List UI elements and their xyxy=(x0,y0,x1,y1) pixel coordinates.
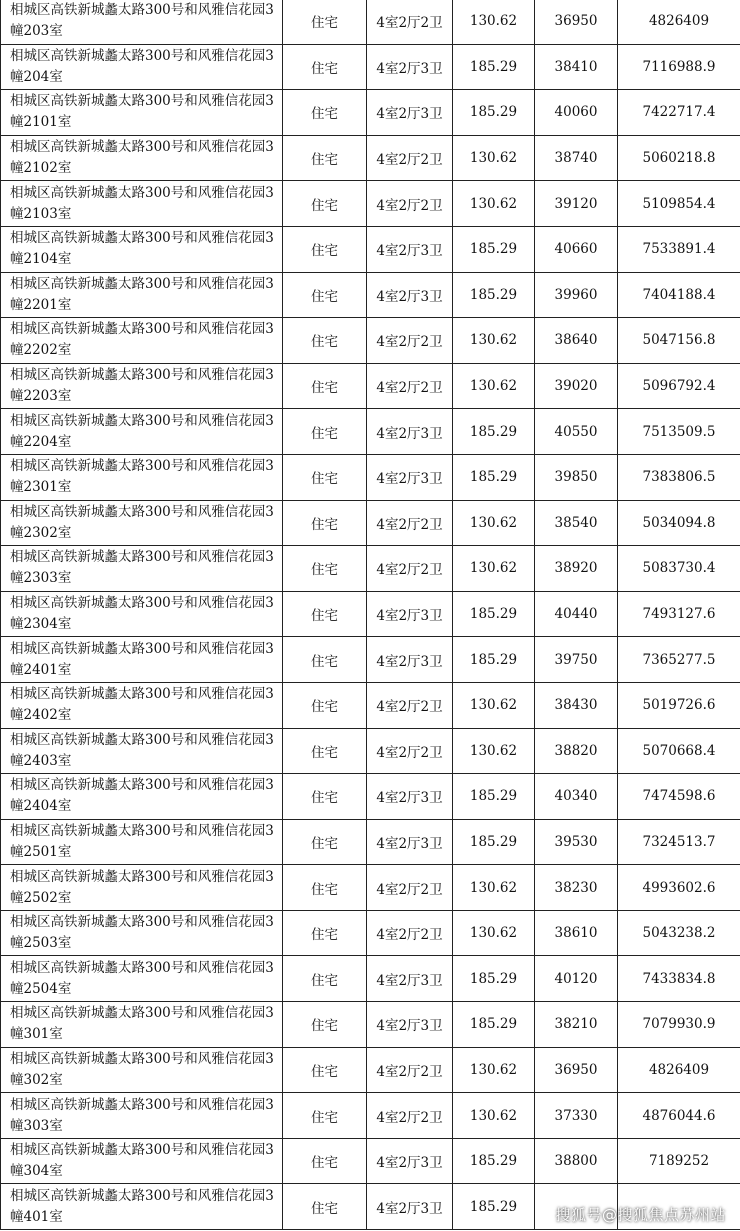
address-cell: 相城区高铁新城蠡太路300号和风雅信花园3幢2301室 xyxy=(1,454,283,500)
unit-price-cell: 40660 xyxy=(535,226,618,272)
address-cell: 相城区高铁新城蠡太路300号和风雅信花园3幢2103室 xyxy=(1,181,283,227)
area-cell: 185.29 xyxy=(453,819,535,865)
layout-cell: 4室2厅2卫 xyxy=(367,728,453,774)
usage-cell: 住宅 xyxy=(283,44,367,90)
area-cell: 130.62 xyxy=(453,682,535,728)
table-row xyxy=(1,546,740,592)
usage-cell: 住宅 xyxy=(283,1138,367,1184)
unit-price-cell: 36950 xyxy=(535,0,618,44)
unit-price-cell: 38920 xyxy=(535,546,618,592)
address-cell: 相城区高铁新城蠡太路300号和风雅信花园3幢2403室 xyxy=(1,728,283,774)
address-cell: 相城区高铁新城蠡太路300号和风雅信花园3幢2201室 xyxy=(1,272,283,318)
unit-price-cell: 38540 xyxy=(535,500,618,546)
address-cell: 相城区高铁新城蠡太路300号和风雅信花园3幢2401室 xyxy=(1,637,283,683)
area-cell: 130.62 xyxy=(453,318,535,364)
area-cell: 130.62 xyxy=(453,181,535,227)
address-cell: 相城区高铁新城蠡太路300号和风雅信花园3幢304室 xyxy=(1,1138,283,1184)
layout-cell: 4室2厅2卫 xyxy=(367,1093,453,1139)
usage-cell: 住宅 xyxy=(283,910,367,956)
table-row xyxy=(1,226,740,272)
layout-cell: 4室2厅3卫 xyxy=(367,90,453,136)
address-cell: 相城区高铁新城蠡太路300号和风雅信花园3幢2402室 xyxy=(1,682,283,728)
area-cell: 130.62 xyxy=(453,1047,535,1093)
usage-cell: 住宅 xyxy=(283,774,367,820)
address-cell: 相城区高铁新城蠡太路300号和风雅信花园3幢2204室 xyxy=(1,409,283,455)
usage-cell: 住宅 xyxy=(283,1184,367,1230)
layout-cell: 4室2厅2卫 xyxy=(367,318,453,364)
usage-cell: 住宅 xyxy=(283,591,367,637)
total-price-cell: 5109854.4 xyxy=(618,181,740,227)
layout-cell: 4室2厅3卫 xyxy=(367,1184,453,1230)
table-row xyxy=(1,181,740,227)
table-row xyxy=(1,272,740,318)
unit-price-cell: 38640 xyxy=(535,318,618,364)
layout-cell: 4室2厅3卫 xyxy=(367,226,453,272)
layout-cell: 4室2厅2卫 xyxy=(367,0,453,44)
area-cell: 130.62 xyxy=(453,728,535,774)
total-price-cell: 5096792.4 xyxy=(618,363,740,409)
usage-cell: 住宅 xyxy=(283,637,367,683)
address-cell: 相城区高铁新城蠡太路300号和风雅信花园3幢2504室 xyxy=(1,956,283,1002)
total-price-cell: 7189252 xyxy=(618,1138,740,1184)
price-table-body xyxy=(1,0,740,1230)
table-row xyxy=(1,956,740,1002)
unit-price-cell: 39960 xyxy=(535,272,618,318)
area-cell: 185.29 xyxy=(453,409,535,455)
table-row xyxy=(1,1002,740,1048)
area-cell: 185.29 xyxy=(453,591,535,637)
unit-price-cell: 40440 xyxy=(535,591,618,637)
usage-cell: 住宅 xyxy=(283,135,367,181)
usage-cell: 住宅 xyxy=(283,409,367,455)
total-price-cell: 7383806.5 xyxy=(618,454,740,500)
address-cell: 相城区高铁新城蠡太路300号和风雅信花园3幢2102室 xyxy=(1,135,283,181)
total-price-cell: 7533891.4 xyxy=(618,226,740,272)
table-row xyxy=(1,363,740,409)
usage-cell: 住宅 xyxy=(283,956,367,1002)
area-cell: 185.29 xyxy=(453,44,535,90)
area-cell: 185.29 xyxy=(453,226,535,272)
unit-price-cell: 36950 xyxy=(535,1047,618,1093)
layout-cell: 4室2厅3卫 xyxy=(367,454,453,500)
unit-price-cell: 40120 xyxy=(535,956,618,1002)
table-row xyxy=(1,318,740,364)
area-cell: 130.62 xyxy=(453,0,535,44)
usage-cell: 住宅 xyxy=(283,1093,367,1139)
total-price-cell: 4826409 xyxy=(618,1047,740,1093)
unit-price-cell: 39750 xyxy=(535,637,618,683)
unit-price-cell: 38610 xyxy=(535,910,618,956)
address-cell: 相城区高铁新城蠡太路300号和风雅信花园3幢2502室 xyxy=(1,865,283,911)
area-cell: 130.62 xyxy=(453,865,535,911)
address-cell: 相城区高铁新城蠡太路300号和风雅信花园3幢2404室 xyxy=(1,774,283,820)
usage-cell: 住宅 xyxy=(283,865,367,911)
total-price-cell: 5060218.8 xyxy=(618,135,740,181)
total-price-cell: 7474598.6 xyxy=(618,774,740,820)
layout-cell: 4室2厅3卫 xyxy=(367,956,453,1002)
table-row xyxy=(1,1047,740,1093)
table-row xyxy=(1,774,740,820)
usage-cell: 住宅 xyxy=(283,318,367,364)
total-price-cell: 4876044.6 xyxy=(618,1093,740,1139)
table-row xyxy=(1,0,740,44)
total-price-cell: 7513509.5 xyxy=(618,409,740,455)
layout-cell: 4室2厅3卫 xyxy=(367,774,453,820)
unit-price-cell: 40340 xyxy=(535,774,618,820)
unit-price-cell: 39850 xyxy=(535,454,618,500)
layout-cell: 4室2厅2卫 xyxy=(367,865,453,911)
total-price-cell: 7324513.7 xyxy=(618,819,740,865)
usage-cell: 住宅 xyxy=(283,819,367,865)
layout-cell: 4室2厅2卫 xyxy=(367,500,453,546)
layout-cell: 4室2厅2卫 xyxy=(367,363,453,409)
area-cell: 185.29 xyxy=(453,454,535,500)
total-price-cell: 7422717.4 xyxy=(618,90,740,136)
table-row xyxy=(1,728,740,774)
table-row xyxy=(1,637,740,683)
table-row xyxy=(1,454,740,500)
address-cell: 相城区高铁新城蠡太路300号和风雅信花园3幢2501室 xyxy=(1,819,283,865)
area-cell: 130.62 xyxy=(453,1093,535,1139)
usage-cell: 住宅 xyxy=(283,728,367,774)
usage-cell: 住宅 xyxy=(283,546,367,592)
area-cell: 185.29 xyxy=(453,90,535,136)
total-price-cell: 4993602.6 xyxy=(618,865,740,911)
layout-cell: 4室2厅2卫 xyxy=(367,910,453,956)
total-price-cell: 5083730.4 xyxy=(618,546,740,592)
table-row xyxy=(1,90,740,136)
unit-price-cell: 38820 xyxy=(535,728,618,774)
total-price-cell: 7116988.9 xyxy=(618,44,740,90)
total-price-cell: 7433834.8 xyxy=(618,956,740,1002)
unit-price-cell: 38740 xyxy=(535,135,618,181)
total-price-cell: 5070668.4 xyxy=(618,728,740,774)
table-row xyxy=(1,1093,740,1139)
address-cell: 相城区高铁新城蠡太路300号和风雅信花园3幢2303室 xyxy=(1,546,283,592)
address-cell: 相城区高铁新城蠡太路300号和风雅信花园3幢2304室 xyxy=(1,591,283,637)
address-cell: 相城区高铁新城蠡太路300号和风雅信花园3幢2503室 xyxy=(1,910,283,956)
area-cell: 185.29 xyxy=(453,956,535,1002)
total-price-cell: 7404188.4 xyxy=(618,272,740,318)
address-cell: 相城区高铁新城蠡太路300号和风雅信花园3幢204室 xyxy=(1,44,283,90)
unit-price-cell: 37330 xyxy=(535,1093,618,1139)
layout-cell: 4室2厅3卫 xyxy=(367,637,453,683)
layout-cell: 4室2厅3卫 xyxy=(367,272,453,318)
usage-cell: 住宅 xyxy=(283,181,367,227)
total-price-cell: 5043238.2 xyxy=(618,910,740,956)
area-cell: 130.62 xyxy=(453,546,535,592)
total-price-cell: 7493127.6 xyxy=(618,591,740,637)
area-cell: 185.29 xyxy=(453,1184,535,1230)
address-cell: 相城区高铁新城蠡太路300号和风雅信花园3幢2104室 xyxy=(1,226,283,272)
table-row xyxy=(1,1138,740,1184)
table-row xyxy=(1,135,740,181)
table-row xyxy=(1,910,740,956)
layout-cell: 4室2厅2卫 xyxy=(367,135,453,181)
usage-cell: 住宅 xyxy=(283,363,367,409)
area-cell: 130.62 xyxy=(453,135,535,181)
area-cell: 185.29 xyxy=(453,1138,535,1184)
area-cell: 185.29 xyxy=(453,774,535,820)
unit-price-cell: 38410 xyxy=(535,44,618,90)
address-cell: 相城区高铁新城蠡太路300号和风雅信花园3幢2202室 xyxy=(1,318,283,364)
area-cell: 185.29 xyxy=(453,1002,535,1048)
layout-cell: 4室2厅2卫 xyxy=(367,682,453,728)
total-price-cell: 5019726.6 xyxy=(618,682,740,728)
address-cell: 相城区高铁新城蠡太路300号和风雅信花园3幢401室 xyxy=(1,1184,283,1230)
area-cell: 130.62 xyxy=(453,910,535,956)
layout-cell: 4室2厅3卫 xyxy=(367,591,453,637)
unit-price-cell: 38230 xyxy=(535,865,618,911)
layout-cell: 4室2厅3卫 xyxy=(367,409,453,455)
total-price-cell: 5034094.8 xyxy=(618,500,740,546)
layout-cell: 4室2厅2卫 xyxy=(367,181,453,227)
unit-price-cell: 39020 xyxy=(535,363,618,409)
table-row xyxy=(1,591,740,637)
total-price-cell: 4826409 xyxy=(618,0,740,44)
area-cell: 185.29 xyxy=(453,272,535,318)
table-row xyxy=(1,865,740,911)
unit-price-cell: 38210 xyxy=(535,1002,618,1048)
address-cell: 相城区高铁新城蠡太路300号和风雅信花园3幢203室 xyxy=(1,0,283,44)
address-cell: 相城区高铁新城蠡太路300号和风雅信花园3幢302室 xyxy=(1,1047,283,1093)
usage-cell: 住宅 xyxy=(283,0,367,44)
usage-cell: 住宅 xyxy=(283,1002,367,1048)
usage-cell: 住宅 xyxy=(283,682,367,728)
unit-price-cell: 40550 xyxy=(535,409,618,455)
address-cell: 相城区高铁新城蠡太路300号和风雅信花园3幢2203室 xyxy=(1,363,283,409)
table-row xyxy=(1,819,740,865)
unit-price-cell: 39530 xyxy=(535,819,618,865)
table-row xyxy=(1,409,740,455)
address-cell: 相城区高铁新城蠡太路300号和风雅信花园3幢2302室 xyxy=(1,500,283,546)
unit-price-cell: 40060 xyxy=(535,90,618,136)
usage-cell: 住宅 xyxy=(283,454,367,500)
area-cell: 130.62 xyxy=(453,500,535,546)
usage-cell: 住宅 xyxy=(283,500,367,546)
total-price-cell: 5047156.8 xyxy=(618,318,740,364)
table-row xyxy=(1,500,740,546)
usage-cell: 住宅 xyxy=(283,226,367,272)
layout-cell: 4室2厅3卫 xyxy=(367,819,453,865)
address-cell: 相城区高铁新城蠡太路300号和风雅信花园3幢2101室 xyxy=(1,90,283,136)
total-price-cell: 7079930.9 xyxy=(618,1002,740,1048)
watermark: 搜狐号@搜狐焦点苏州站 xyxy=(555,1206,726,1224)
address-cell: 相城区高铁新城蠡太路300号和风雅信花园3幢303室 xyxy=(1,1093,283,1139)
layout-cell: 4室2厅2卫 xyxy=(367,1047,453,1093)
layout-cell: 4室2厅3卫 xyxy=(367,1002,453,1048)
usage-cell: 住宅 xyxy=(283,272,367,318)
total-price-cell: 7365277.5 xyxy=(618,637,740,683)
area-cell: 185.29 xyxy=(453,637,535,683)
table-row xyxy=(1,682,740,728)
unit-price-cell: 39120 xyxy=(535,181,618,227)
table-row xyxy=(1,44,740,90)
address-cell: 相城区高铁新城蠡太路300号和风雅信花园3幢301室 xyxy=(1,1002,283,1048)
area-cell: 130.62 xyxy=(453,363,535,409)
layout-cell: 4室2厅3卫 xyxy=(367,1138,453,1184)
layout-cell: 4室2厅2卫 xyxy=(367,546,453,592)
layout-cell: 4室2厅3卫 xyxy=(367,44,453,90)
unit-price-cell: 38430 xyxy=(535,682,618,728)
usage-cell: 住宅 xyxy=(283,1047,367,1093)
unit-price-cell: 38800 xyxy=(535,1138,618,1184)
usage-cell: 住宅 xyxy=(283,90,367,136)
